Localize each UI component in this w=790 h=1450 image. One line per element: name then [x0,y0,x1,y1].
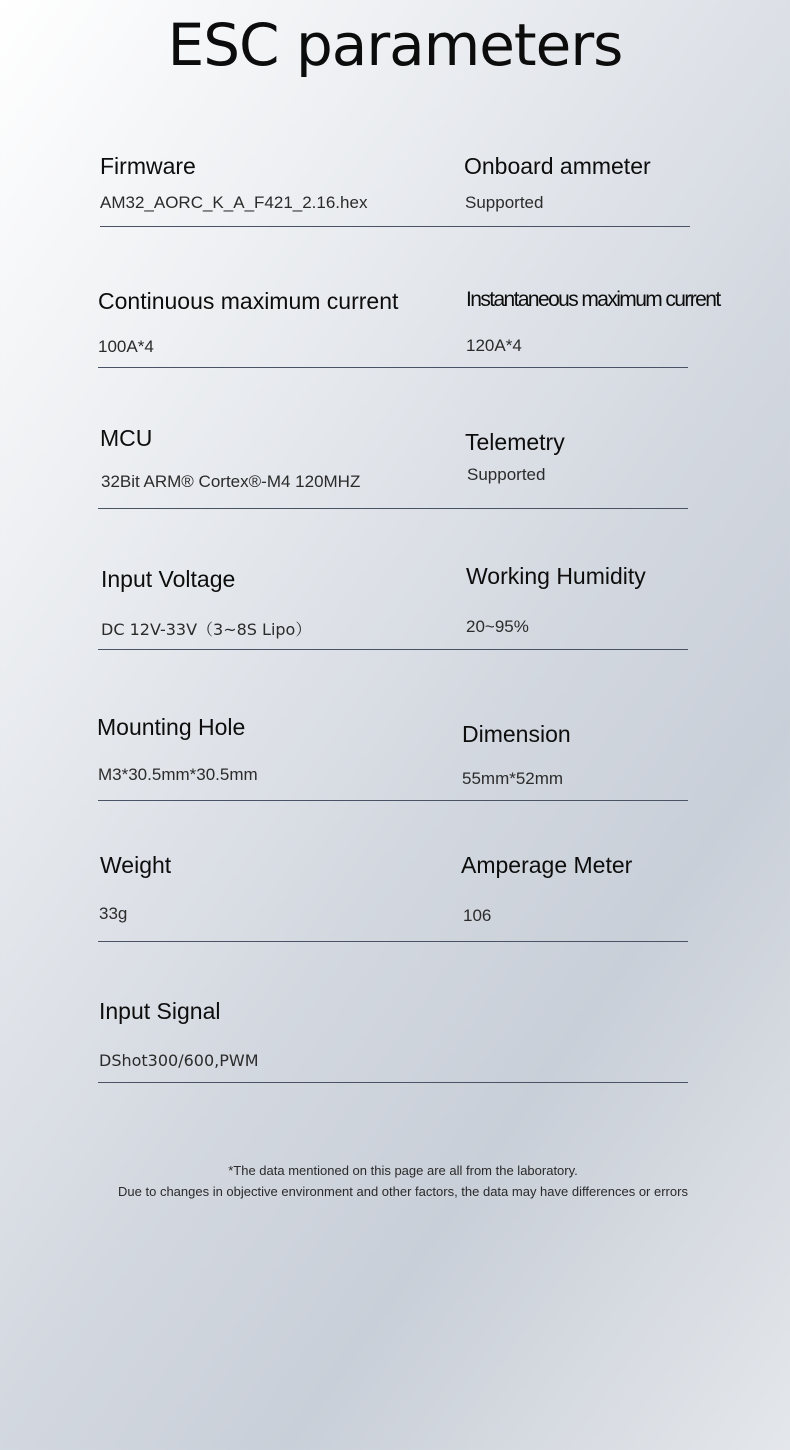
footnote-line-2: Due to changes in objective environment and other factors, the data may have differences or errors [118,1184,688,1199]
amperage-meter-label: Amperage Meter [461,852,633,878]
input-voltage-value: DC 12V-33V（3~8S Lipo） [101,620,312,639]
divider [98,508,688,509]
mounting-hole-label: Mounting Hole [97,714,246,740]
dimension-value: 55mm*52mm [462,769,564,788]
onboard-ammeter-label: Onboard ammeter [464,153,651,179]
instant-current-value: 120A*4 [466,336,522,355]
divider [98,941,688,942]
amperage-meter-value: 106 [463,906,492,925]
telemetry-label: Telemetry [465,429,565,455]
telemetry-value: Supported [467,465,546,484]
divider [98,800,688,801]
page-title: ESC parameters [167,11,623,79]
instant-current-label: Instantaneous maximum current [466,288,720,311]
weight-value: 33g [99,904,128,923]
continuous-current-value: 100A*4 [98,337,154,356]
working-humidity-value: 20~95% [466,617,529,636]
divider [100,226,690,227]
weight-label: Weight [100,852,172,878]
firmware-value: AM32_AORC_K_A_F421_2.16.hex [100,193,368,212]
firmware-label: Firmware [100,153,196,179]
mcu-value: 32Bit ARM® Cortex®-M4 120MHZ [101,472,361,491]
footnote-line-1: *The data mentioned on this page are all from the laboratory. [228,1163,578,1178]
divider [98,1082,688,1083]
divider [98,367,688,368]
input-voltage-label: Input Voltage [101,566,236,592]
mounting-hole-value: M3*30.5mm*30.5mm [98,765,258,784]
divider [98,649,688,650]
input-signal-value: DShot300/600,PWM [99,1051,259,1070]
dimension-label: Dimension [462,721,571,747]
input-signal-label: Input Signal [99,998,221,1024]
working-humidity-label: Working Humidity [466,563,646,589]
onboard-ammeter-value: Supported [465,193,544,212]
continuous-current-label: Continuous maximum current [98,288,399,314]
mcu-label: MCU [100,425,153,451]
